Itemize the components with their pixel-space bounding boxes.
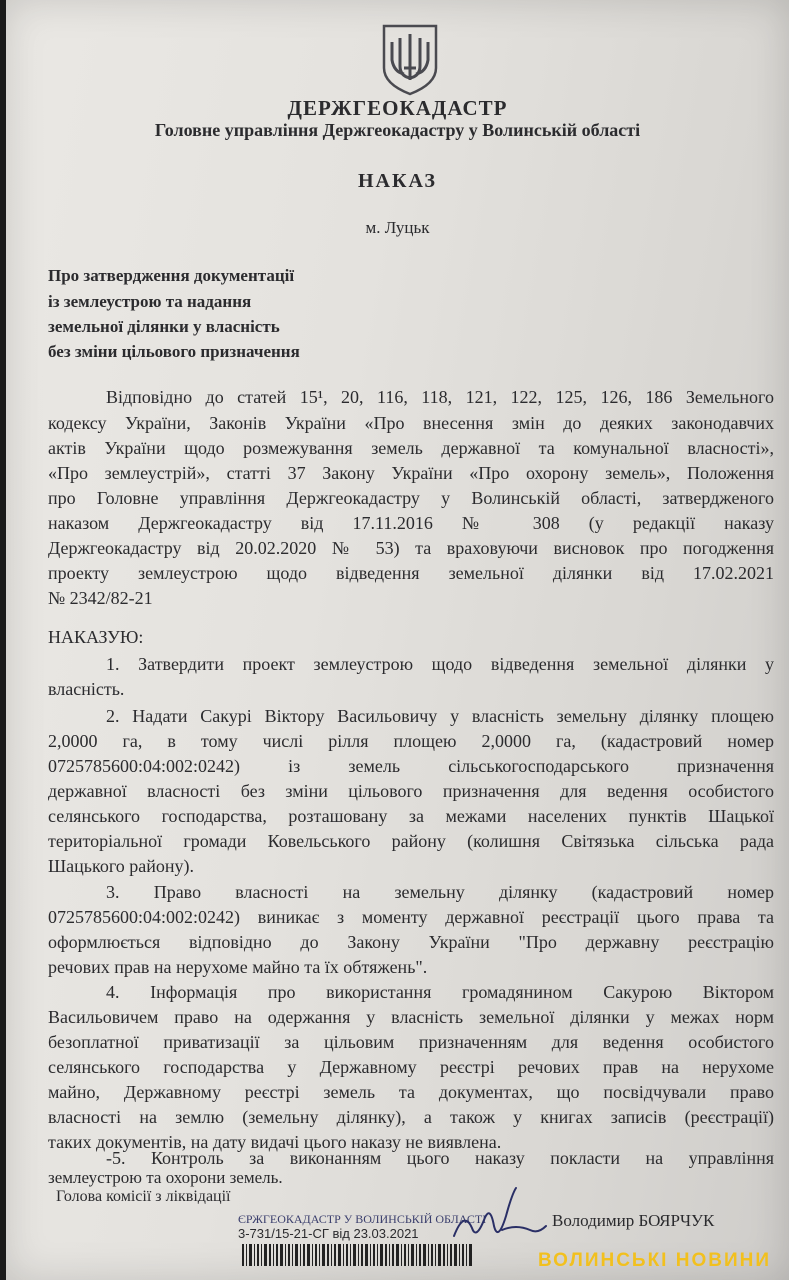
item-1-line: 1. Затвердити проект землеустрою щодо відведення земельної ділянки у	[106, 654, 774, 674]
item-4-line: таких документів, на дату видачі цього наказу не виявлена.	[48, 1132, 502, 1152]
item-4-line: власності на землю (земельну ділянку), а також у книгах записів (реєстрації)	[48, 1107, 774, 1127]
item-4-line: селянського господарства у Державному реєстрі речових прав на нерухоме	[48, 1057, 774, 1077]
department-name: Головне управління Держгеокадастру у Волинській області	[154, 120, 641, 140]
item-4-line: безоплатної приватизації за цільовим призначенням для ведення особистого	[48, 1032, 774, 1052]
preamble-line: актів України щодо розмежування земель державної та комунальної власності»,	[48, 438, 774, 458]
preamble-line: № 2342/82-21	[48, 588, 153, 608]
preamble-line: Відповідно до статей 15¹, 20, 116, 118, 121, 122, 125, 126, 186 Земельного	[106, 387, 774, 407]
item-3-line: оформлюється відповідно до Закону України "Про державну реєстрацію	[48, 932, 774, 952]
item-3-line: речових прав на нерухоме майно та їх обтяжень".	[48, 957, 428, 977]
item-2-line: державної власності без зміни цільового призначення для ведення особистого	[48, 781, 774, 801]
order-word: НАКАЗУЮ:	[48, 627, 144, 647]
registration-number: 3-731/15-21-СГ від 23.03.2021	[238, 1226, 419, 1241]
trident-crest-icon	[378, 22, 442, 96]
item-2-line: Шацького району).	[48, 856, 195, 876]
item-5-line: -5. Контроль за виконанням цього наказу покласти на управління	[106, 1148, 774, 1168]
subject-line: із землеустрою та надання	[48, 292, 252, 311]
item-2-line: територіальної громади Ковельського району (колишня Світязька сільська рада	[48, 831, 774, 851]
preamble-line: Держгеокадастру від 20.02.2020 № 53) та враховуючи висновок про погодження	[48, 538, 774, 558]
subject-line: земельної ділянки у власність	[48, 317, 280, 336]
agency-name: ДЕРЖГЕОКАДАСТР	[287, 96, 508, 120]
barcode-icon	[242, 1244, 474, 1266]
stamp-text: ЄРЖГЕОКАДАСТР У ВОЛИНСЬКІЙ ОБЛАСТІ	[238, 1212, 487, 1226]
signer-position: Голова комісії з ліквідації	[56, 1188, 231, 1205]
item-2-line: селянського господарства, розташовану за межами населених пунктів Шацької	[48, 806, 774, 826]
item-1-line: власність.	[48, 679, 125, 699]
document-city: м. Луцьк	[365, 218, 430, 237]
subject-line: без зміни цільового призначення	[48, 342, 300, 361]
item-2-line: 0725785600:04:002:0242) із земель сільськогосподарського призначення	[48, 756, 774, 776]
preamble-line: про Головне управління Держгеокадастру у Волинській області, затвердженого	[48, 488, 774, 508]
preamble-line: наказом Держгеокадастру від 17.11.2016 № 308 (у редакції наказу	[48, 513, 774, 533]
item-4-line: Васильовичем право на одержання у власність земельної ділянки у межах норм	[48, 1007, 774, 1027]
item-3-line: 3. Право власності на земельну ділянку (кадастровий номер	[106, 882, 774, 902]
watermark-logo: ВОЛИНСЬКІ НОВИНИ	[537, 1250, 771, 1271]
item-2-line: 2,0000 га, в тому числі рілля площею 2,0000 га, (кадастровий номер	[48, 731, 774, 751]
item-4-line: 4. Інформація про використання громадянином Сакурою Віктором	[106, 982, 774, 1002]
handwritten-signature-icon	[446, 1180, 556, 1250]
subject-line: Про затвердження документації	[48, 266, 295, 285]
item-2-line: 2. Надати Сакурі Віктору Васильовичу у власність земельну ділянку площею	[106, 706, 774, 726]
preamble-line: кодексу України, Законів України «Про внесення змін до деяких законодавчих	[48, 413, 774, 433]
preamble-line: «Про землеустрій», статті 37 Закону України «Про охорону земель», Положення	[48, 463, 774, 483]
item-4-line: майно, Державному реєстрі земель та документах, що посвідчували право	[48, 1082, 774, 1102]
document-page	[6, 0, 789, 1280]
preamble-line: проекту землеустрою щодо відведення земельної ділянки від 17.02.2021	[48, 563, 774, 583]
item-5-line: землеустрою та охорони земель.	[48, 1168, 283, 1187]
document-type: НАКАЗ	[357, 170, 437, 192]
item-3-line: 0725785600:04:002:0242) виникає з моменту державної реєстрації цього права та	[48, 907, 774, 927]
signer-name: Володимир БОЯРЧУК	[552, 1211, 715, 1230]
